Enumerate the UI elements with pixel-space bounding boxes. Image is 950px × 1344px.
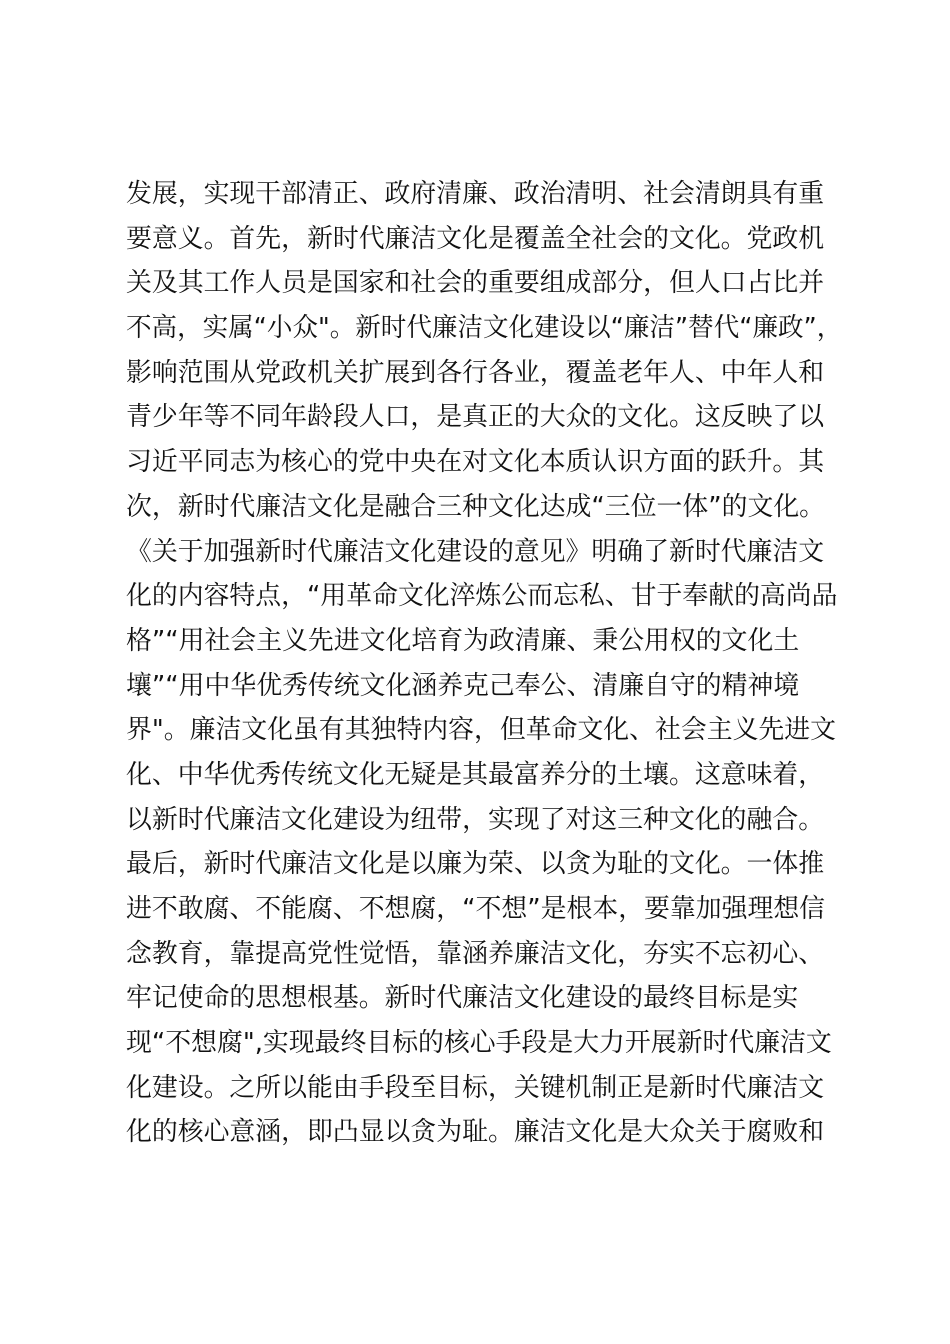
text-line: 要意义。首先，新时代廉洁文化是覆盖全社会的文化。党政机 bbox=[126, 223, 825, 254]
text-line: 念教育，靠提高党性觉悟，靠涵养廉洁文化，夯实不忘初心、 bbox=[126, 938, 825, 969]
body-text bbox=[126, 172, 846, 1155]
text-line: 格”“用社会主义先进文化培育为政清廉、秉公用权的文化土 bbox=[126, 625, 800, 656]
text-line: 化的内容特点，“用革命文化淬炼公而忘私、甘于奉献的高尚品 bbox=[126, 581, 838, 612]
text-line: 《关于加强新时代廉洁文化建设的意见》明确了新时代廉洁文 bbox=[126, 536, 825, 567]
text-line: 化建设。之所以能由手段至目标，关键机制正是新时代廉洁文 bbox=[126, 1072, 825, 1103]
text-line: 最后，新时代廉洁文化是以廉为荣、以贪为耻的文化。一体推 bbox=[126, 849, 825, 880]
text-line: 以新时代廉洁文化建设为纽带，实现了对这三种文化的融合。 bbox=[126, 804, 825, 835]
text-line: 化、中华优秀传统文化无疑是其最富养分的土壤。这意味着， bbox=[126, 759, 825, 790]
text-line: 次，新时代廉洁文化是融合三种文化达成“三位一体”的文化。 bbox=[126, 491, 826, 522]
text-line: 习近平同志为核心的党中央在对文化本质认识方面的跃升。其 bbox=[126, 447, 825, 478]
text-line: 影响范围从党政机关扩展到各行各业，覆盖老年人、中年人和 bbox=[126, 357, 825, 388]
text-line: 化的核心意涵，即凸显以贪为耻。廉洁文化是大众关于腐败和 bbox=[126, 1117, 825, 1148]
text-line: 牢记使命的思想根基。新时代廉洁文化建设的最终目标是实 bbox=[126, 983, 799, 1014]
text-line: 青少年等不同年龄段人口，是真正的大众的文化。这反映了以 bbox=[126, 402, 825, 433]
text-line: 壤”“用中华优秀传统文化涵养克己奉公、清廉自守的精神境 bbox=[126, 670, 800, 701]
text-line: 发展，实现干部清正、政府清廉、政治清明、社会清朗具有重 bbox=[126, 179, 825, 209]
text-line: 界"。廉洁文化虽有其独特内容，但革命文化、社会主义先进文 bbox=[126, 715, 837, 746]
text-line: 不高，实属“小众"。新时代廉洁文化建设以“廉洁”替代“廉政”， bbox=[126, 313, 843, 344]
text-line: 进不敢腐、不能腐、不想腐，“不想”是根本，要靠加强理想信 bbox=[126, 894, 826, 924]
text-line: 现“不想腐",实现最终目标的核心手段是大力开展新时代廉洁文 bbox=[126, 1028, 832, 1059]
text-line: 关及其工作人员是国家和社会的重要组成部分，但人口占比并 bbox=[126, 268, 825, 299]
